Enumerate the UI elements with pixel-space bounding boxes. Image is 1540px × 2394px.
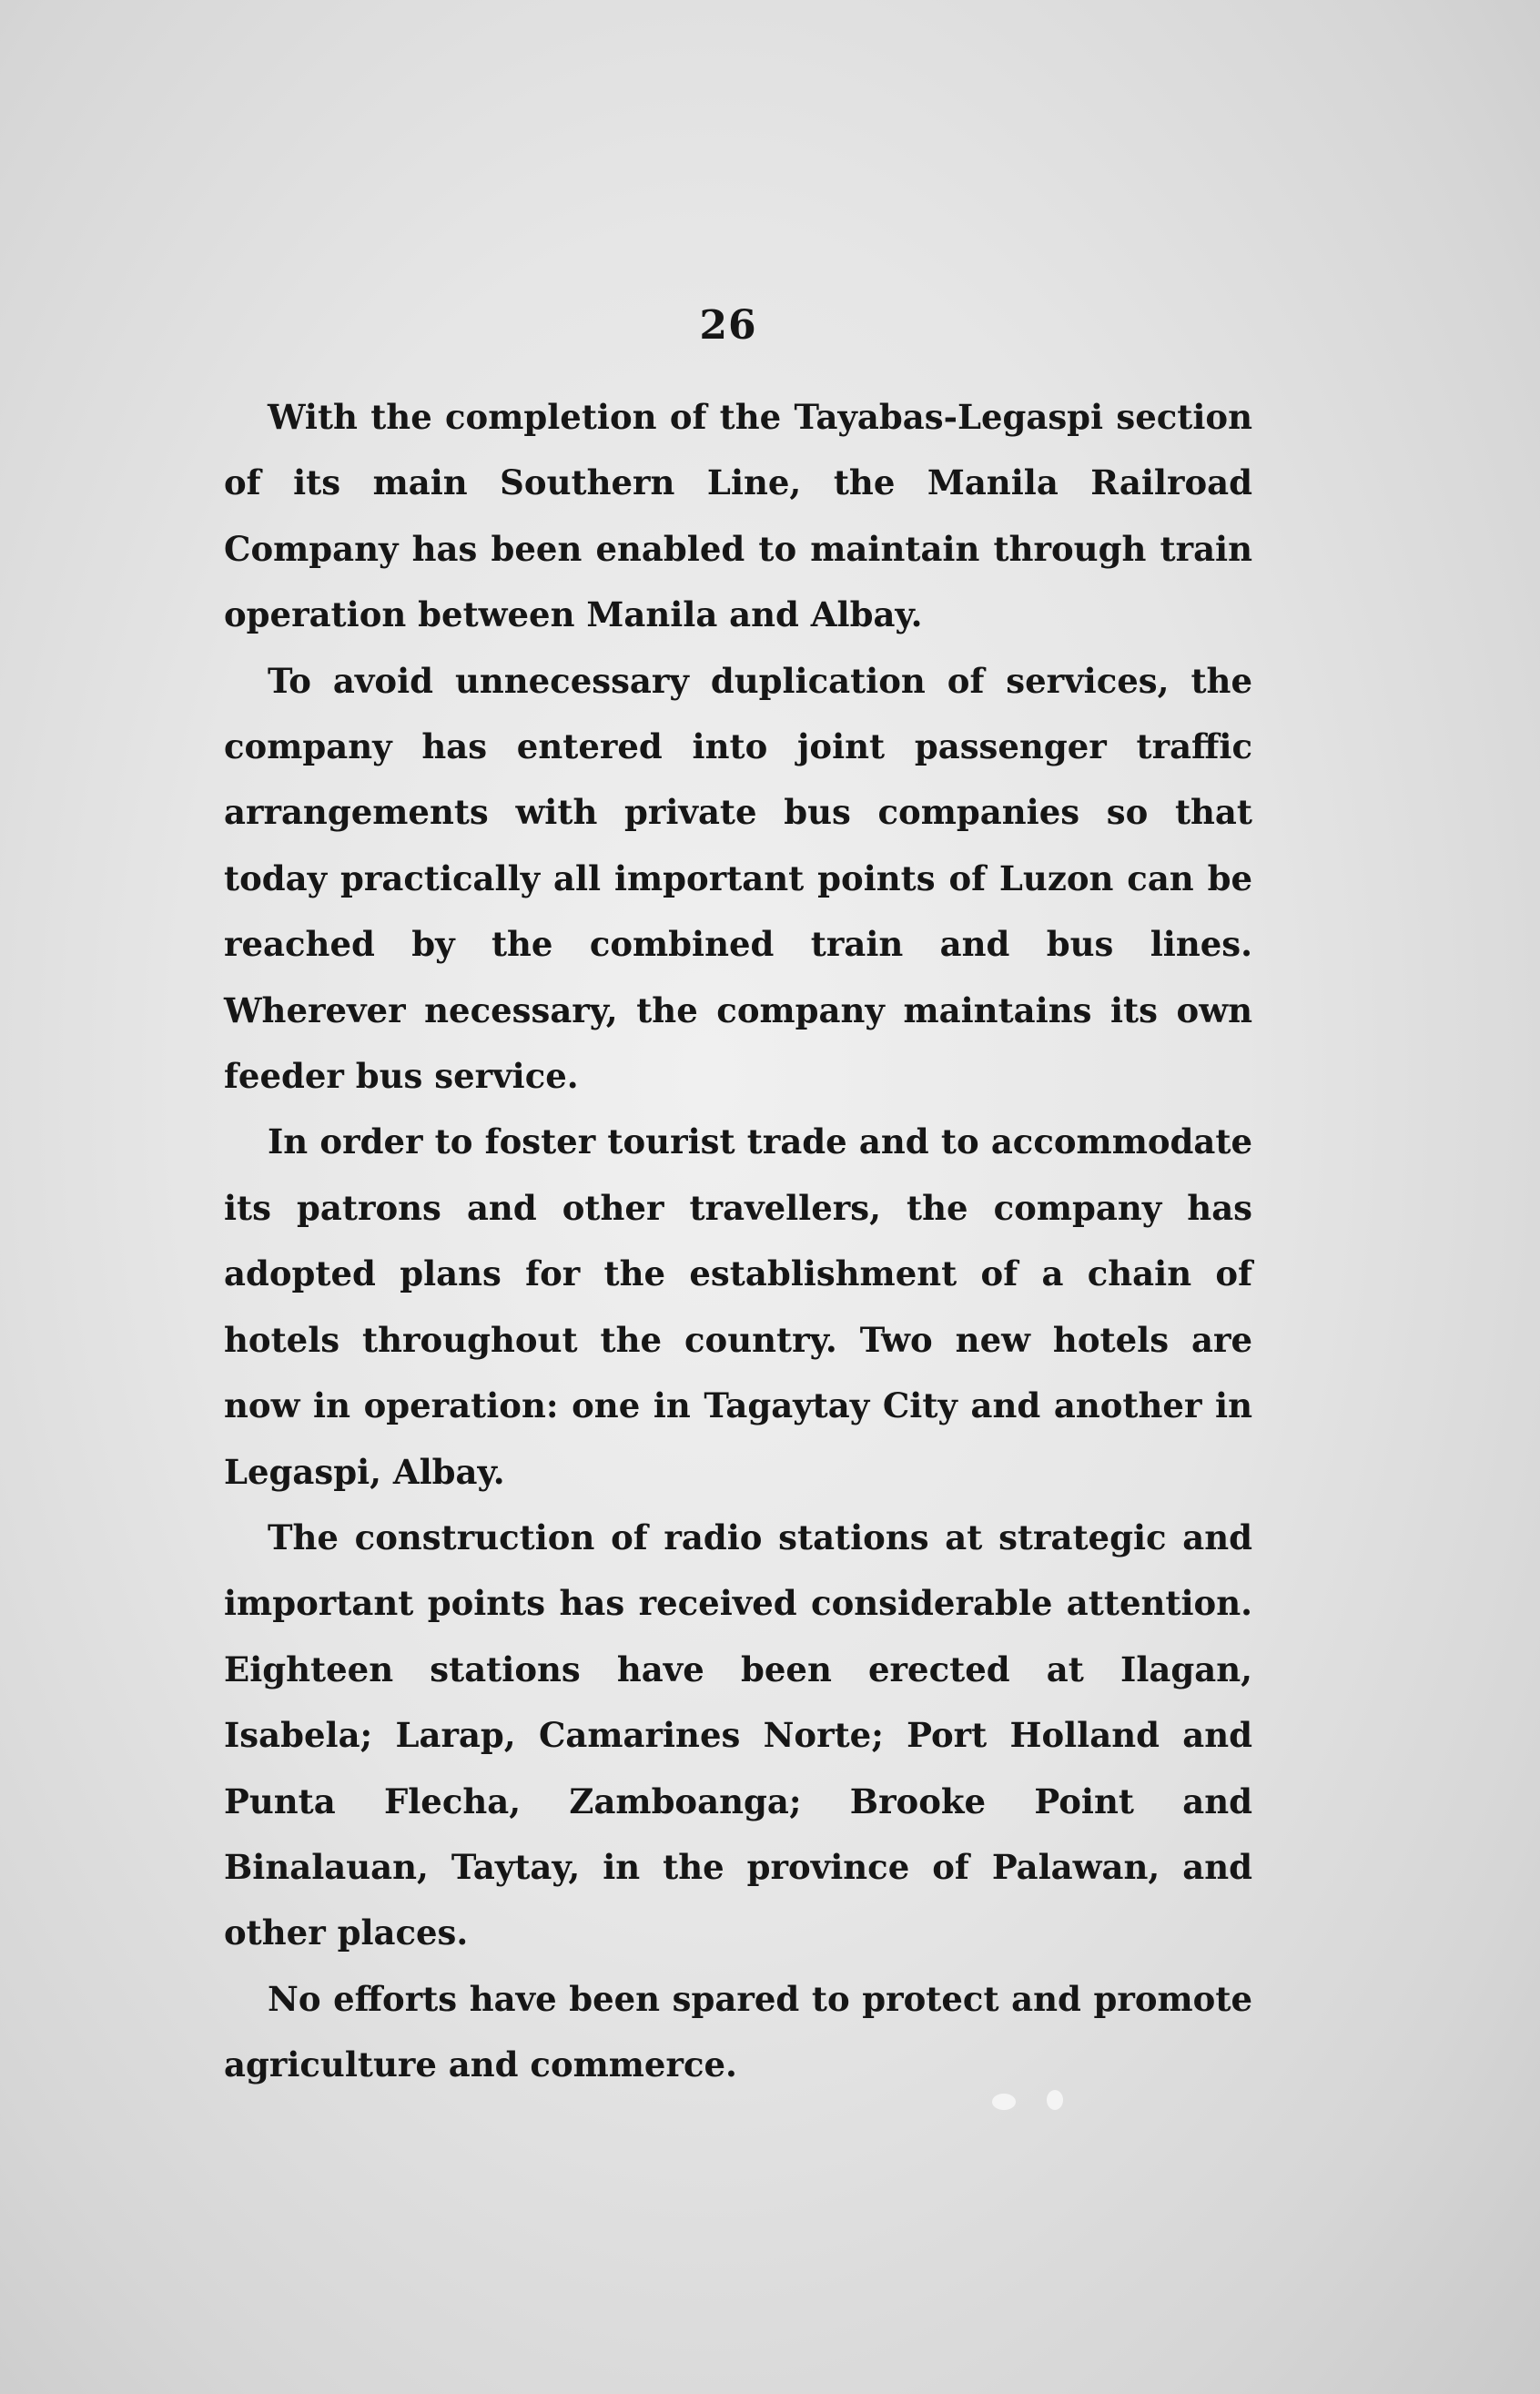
body-text — [224, 384, 1252, 2098]
paragraph-radio-stations: The construction of radio stations at strategic and important points has received considerable attention. Eighteen stations have been erected at Ilagan, Isabela; Larap, Camarines Norte; Port Holland and Punta Flecha, Zamboanga; Brooke Point and Binalauan, Taytay, in the province of Palawan, and other places. — [224, 1517, 1252, 1953]
paper-speck — [992, 2094, 1016, 2110]
page-number: 26 — [699, 302, 757, 349]
paragraph-agriculture: No efforts have been spared to protect and promote agriculture and commerce. — [224, 1978, 1252, 2085]
paragraph-hotels: In order to foster tourist trade and to accommodate its patrons and other travellers, the company has adopted plans for the establishment of a chain of hotels throughout the country. Two new hotels are now in operation: one in Tagaytay City and another in Legaspi, Albay. — [224, 1121, 1252, 1492]
paragraph-bus-service: To avoid unnecessary duplication of services, the company has entered into joint passenger traffic arrangements with private bus companies so that today practically all important points of Luzon can be reached by the combined train and bus lines. Wherever necessary, the company maintains its own feeder bus service. — [224, 660, 1252, 1097]
paper-speck — [1047, 2090, 1063, 2110]
paragraph-railroad: With the completion of the Tayabas-Legaspi section of its main Southern Line, the Manila Railroad Company has been enabled to maintain through train operation between Manila and Albay. — [224, 397, 1252, 635]
